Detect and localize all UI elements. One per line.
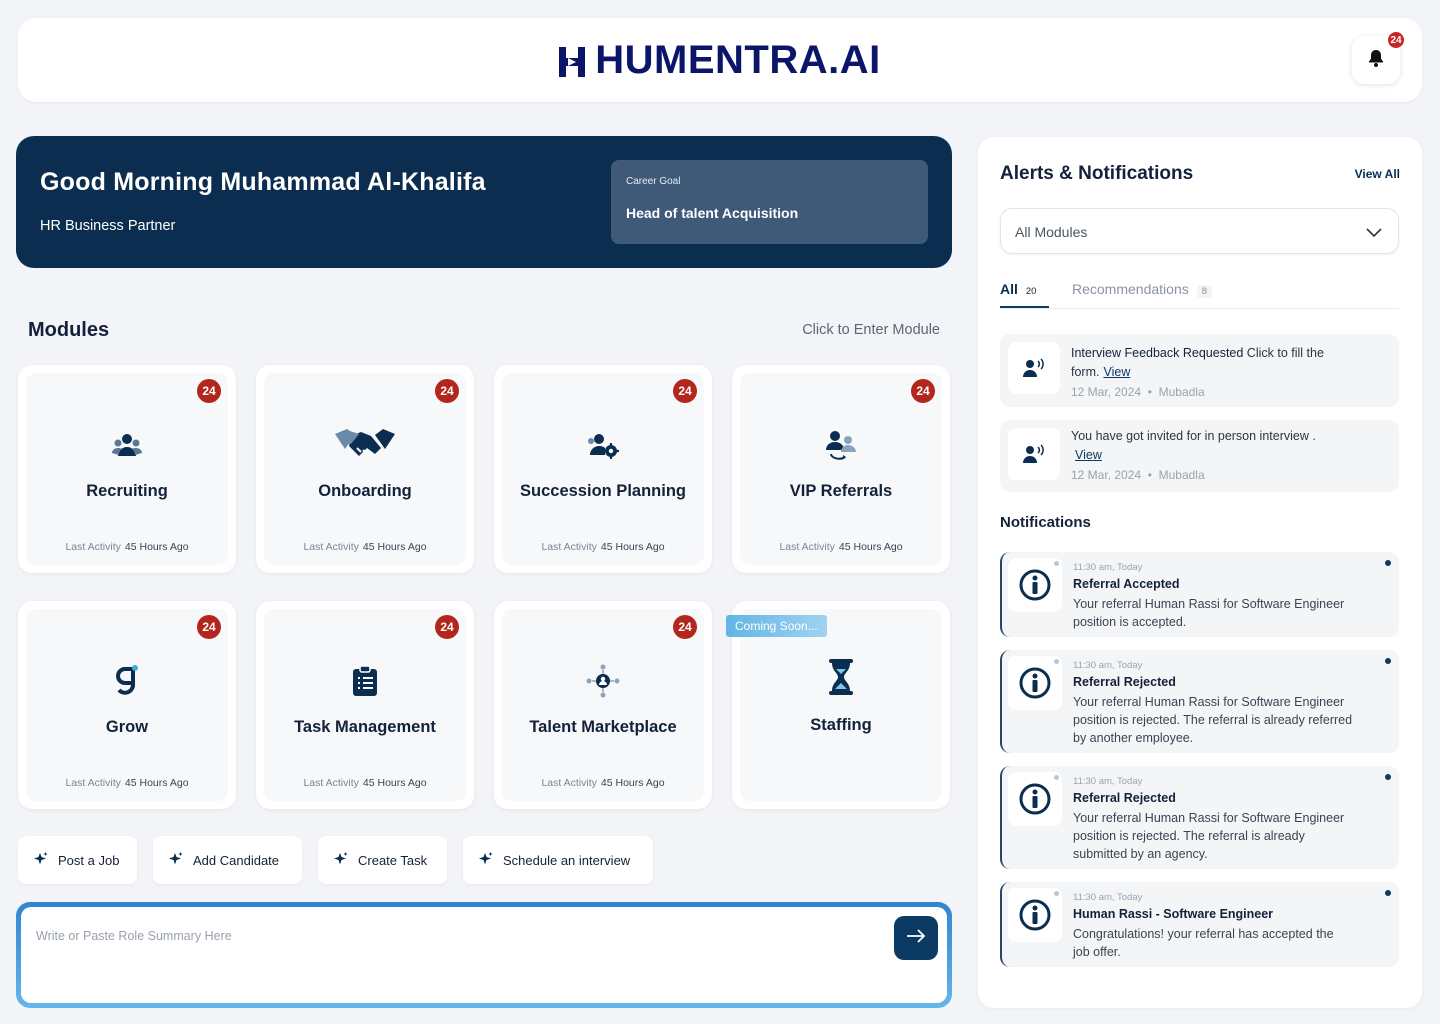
coming-soon-badge: Coming Soon... (726, 615, 827, 637)
tab-recommendations[interactable]: Recommendations 8 (1072, 281, 1212, 297)
post-job-button[interactable] (18, 836, 137, 884)
notification-count-badge: 24 (1386, 30, 1406, 50)
notifications-button[interactable] (1352, 36, 1400, 84)
user-referral-icon (732, 425, 950, 465)
module-activity: Last Activity 45 Hours Ago (65, 541, 189, 553)
module-badge: 24 (673, 379, 697, 403)
user-role: HR Business Partner (40, 218, 176, 234)
alert-text: You have got invited for in person interview . (1071, 429, 1316, 443)
alert-view-link[interactable]: View (1103, 365, 1131, 379)
module-card-task-management[interactable] (256, 601, 474, 809)
module-filter-select[interactable] (1000, 208, 1399, 254)
info-icon (1008, 656, 1062, 710)
modules-title: Modules (28, 319, 110, 341)
module-label: Talent Marketplace (529, 718, 677, 736)
module-label: Onboarding (318, 482, 412, 500)
sparkle-icon (34, 852, 48, 869)
module-badge: 24 (197, 615, 221, 639)
module-card-recruiting[interactable] (18, 365, 236, 573)
send-button[interactable] (894, 916, 938, 960)
alerts-panel (978, 137, 1422, 1008)
notification-time: 11:30 am, Today (1073, 660, 1143, 671)
unread-dot (1385, 774, 1391, 780)
module-card-staffing[interactable] (732, 601, 950, 809)
alert-strong-text: Interview Feedback Requested (1071, 346, 1244, 360)
module-badge: 24 (197, 379, 221, 403)
notification-title: Referral Accepted (1073, 577, 1180, 591)
alert-text: Click to fill the form. (1071, 346, 1324, 379)
module-label: Succession Planning (520, 482, 686, 500)
notification-body: Your referral Human Rassi for Software Engineer position is rejected. The referral is already submitted by an agency. (1073, 811, 1345, 861)
notification-body: Your referral Human Rassi for Software Engineer position is accepted. (1073, 597, 1345, 629)
module-badge: 24 (673, 615, 697, 639)
add-candidate-button[interactable] (153, 836, 302, 884)
handshake-icon (256, 425, 474, 465)
notification-item[interactable] (1000, 552, 1399, 637)
user-gear-icon (494, 425, 712, 465)
notification-title: Human Rassi - Software Engineer (1073, 907, 1274, 921)
module-card-succession-planning[interactable] (494, 365, 712, 573)
grow-logo-icon (18, 661, 236, 701)
notification-item[interactable] (1000, 650, 1399, 753)
module-card-talent-marketplace[interactable] (494, 601, 712, 809)
career-goal-box (611, 160, 928, 244)
chevron-down-icon (1366, 225, 1382, 243)
alerts-title: Alerts & Notifications (1000, 163, 1194, 184)
sparkle-icon (169, 852, 183, 869)
info-icon (1008, 772, 1062, 826)
module-card-grow[interactable] (18, 601, 236, 809)
notification-body: Congratulations! your referral has accepted the job offer. (1073, 927, 1334, 959)
greeting-title: Good Morning Muhammad Al-Khalifa (40, 168, 486, 196)
quick-action-label: Add Candidate (193, 852, 280, 868)
alert-meta: 12 Mar, 2024 • Mubadla (1071, 468, 1205, 482)
user-voice-icon (1008, 342, 1060, 394)
bell-icon (1366, 48, 1386, 73)
notification-item[interactable] (1000, 882, 1399, 967)
notification-title: Referral Rejected (1073, 675, 1176, 689)
notification-title: Referral Rejected (1073, 791, 1176, 805)
module-badge: 24 (435, 379, 459, 403)
module-activity: Last Activity 45 Hours Ago (303, 541, 427, 553)
alerts-tabs (1000, 281, 1399, 309)
module-activity: Last Activity 45 Hours Ago (541, 541, 665, 553)
module-activity: Last Activity 45 Hours Ago (303, 777, 427, 789)
module-label: Staffing (810, 716, 872, 734)
quick-action-label: Post a Job (58, 852, 120, 868)
sparkle-icon (479, 852, 493, 869)
notification-time: 11:30 am, Today (1073, 776, 1143, 787)
unread-dot (1385, 560, 1391, 566)
schedule-interview-button[interactable] (463, 836, 653, 884)
notifications-title: Notifications (1000, 514, 1091, 531)
unread-dot (1385, 658, 1391, 664)
welcome-banner (16, 136, 952, 268)
alert-view-link[interactable]: View (1075, 448, 1102, 462)
role-summary-input[interactable] (36, 929, 856, 943)
module-badge: 24 (435, 615, 459, 639)
module-label: Grow (105, 718, 149, 736)
create-task-button[interactable] (318, 836, 447, 884)
hourglass-icon (732, 657, 950, 697)
career-goal-label: Career Goal (626, 176, 681, 187)
clipboard-list-icon (256, 661, 474, 701)
network-icon (494, 661, 712, 701)
info-icon (1008, 888, 1062, 942)
humentra-logo-icon (559, 42, 585, 87)
alert-item[interactable] (1000, 420, 1399, 492)
module-activity: Last Activity 45 Hours Ago (779, 541, 903, 553)
role-summary-prompt (16, 902, 952, 1008)
module-label: Recruiting (86, 482, 168, 500)
sparkle-icon (334, 852, 348, 869)
alert-item[interactable] (1000, 334, 1399, 407)
module-activity: Last Activity 45 Hours Ago (65, 777, 189, 789)
alert-meta: 12 Mar, 2024 • Mubadla (1071, 385, 1205, 399)
module-label: Task Management (294, 718, 436, 736)
quick-action-label: Create Task (358, 852, 428, 868)
notification-item[interactable] (1000, 766, 1399, 869)
tab-all[interactable]: All 20 (1000, 281, 1037, 297)
arrow-right-icon (906, 929, 926, 948)
tab-count: 20 (1025, 286, 1037, 297)
module-badge: 24 (911, 379, 935, 403)
logo-text: HUMENTRA.AI (595, 38, 881, 82)
unread-dot (1385, 890, 1391, 896)
module-filter-value: All Modules (1015, 224, 1088, 240)
top-header (18, 18, 1422, 102)
notification-time: 11:30 am, Today (1073, 892, 1143, 903)
module-card-vip-referrals[interactable] (732, 365, 950, 573)
quick-action-label: Schedule an interview (503, 852, 631, 868)
users-icon (18, 425, 236, 465)
career-goal-value: Head of talent Acquisition (626, 205, 799, 221)
user-voice-icon (1008, 428, 1060, 480)
notification-body: Your referral Human Rassi for Software Engineer position is rejected. The referral is already referred by another employee. (1073, 695, 1353, 745)
notification-time: 11:30 am, Today (1073, 562, 1143, 573)
module-activity: Last Activity 45 Hours Ago (541, 777, 665, 789)
logo[interactable] (18, 38, 1422, 87)
modules-hint: Click to Enter Module (802, 322, 940, 338)
module-card-onboarding[interactable] (256, 365, 474, 573)
tab-count: 8 (1197, 285, 1212, 298)
view-all-link[interactable]: View All (1354, 167, 1400, 181)
info-icon (1008, 558, 1062, 612)
module-label: VIP Referrals (789, 482, 893, 500)
